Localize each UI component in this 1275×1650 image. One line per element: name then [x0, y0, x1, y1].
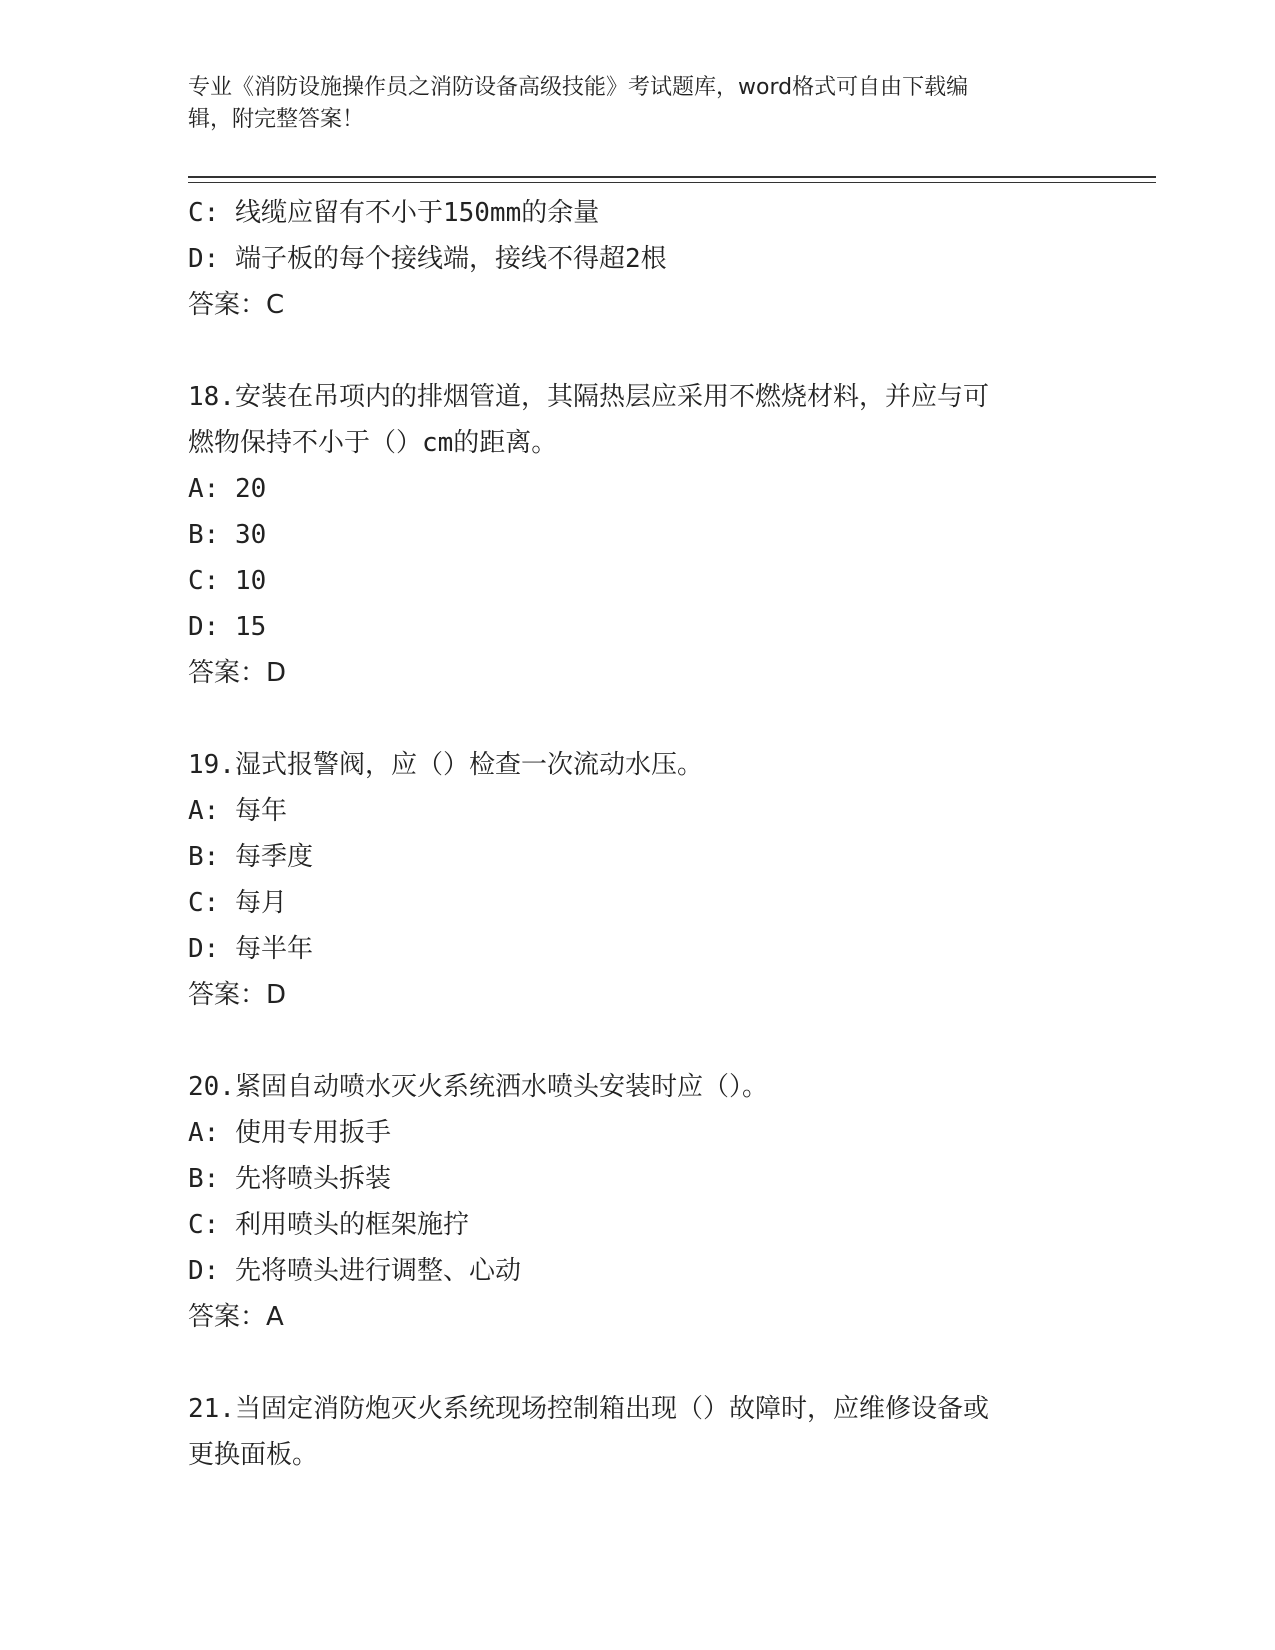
answer-line: 答案：D [188, 980, 287, 1010]
question-19 [188, 742, 1088, 1018]
option-d: D: 先将喷头进行调整、心动 [188, 1256, 521, 1286]
answer-line: 答案：C [188, 290, 285, 320]
header-line-2: 辑，附完整答案！ [188, 107, 365, 132]
option-a: A: 使用专用扳手 [188, 1118, 391, 1148]
spacer [188, 1018, 1088, 1064]
header-divider-thick [188, 176, 1156, 178]
answer-line: 答案：D [188, 658, 287, 688]
option-d: D: 每半年 [188, 934, 313, 964]
header-divider-thin [188, 182, 1156, 183]
question-stem-continued: 更换面板。 [188, 1440, 319, 1470]
spacer [188, 696, 1088, 742]
document-header [188, 72, 1088, 136]
question-stem-continued: 燃物保持不小于（）cm的距离。 [188, 428, 558, 458]
option-a: A: 每年 [188, 796, 287, 826]
option-c: C: 每月 [188, 888, 287, 918]
spacer [188, 1340, 1088, 1386]
option-d: D: 端子板的每个接线端，接线不得超2根 [188, 244, 667, 274]
spacer [188, 328, 1088, 374]
option-b: B: 先将喷头拆装 [188, 1164, 391, 1194]
answer-line: 答案：A [188, 1302, 284, 1332]
header-line-1: 专业《消防设施操作员之消防设备高级技能》考试题库，word格式可自由下载编 [188, 75, 969, 100]
question-list [188, 190, 1088, 1478]
option-b: B: 每季度 [188, 842, 313, 872]
option-b: B: 30 [188, 520, 267, 550]
question-stem: 20.紧固自动喷水灭火系统洒水喷头安装时应（）。 [188, 1072, 768, 1102]
option-c: C: 线缆应留有不小于150mm的余量 [188, 198, 600, 228]
option-a: A: 20 [188, 474, 267, 504]
option-c: C: 10 [188, 566, 267, 596]
question-18 [188, 374, 1088, 696]
question-stem: 18.安装在吊项内的排烟管道，其隔热层应采用不燃烧材料，并应与可 [188, 382, 989, 412]
question-17-tail [188, 190, 1088, 328]
option-c: C: 利用喷头的框架施拧 [188, 1210, 469, 1240]
question-20 [188, 1064, 1088, 1340]
question-21 [188, 1386, 1088, 1478]
option-d: D: 15 [188, 612, 267, 642]
question-stem: 19.湿式报警阀，应（）检查一次流动水压。 [188, 750, 703, 780]
question-stem: 21.当固定消防炮灭火系统现场控制箱出现（）故障时，应维修设备或 [188, 1394, 989, 1424]
